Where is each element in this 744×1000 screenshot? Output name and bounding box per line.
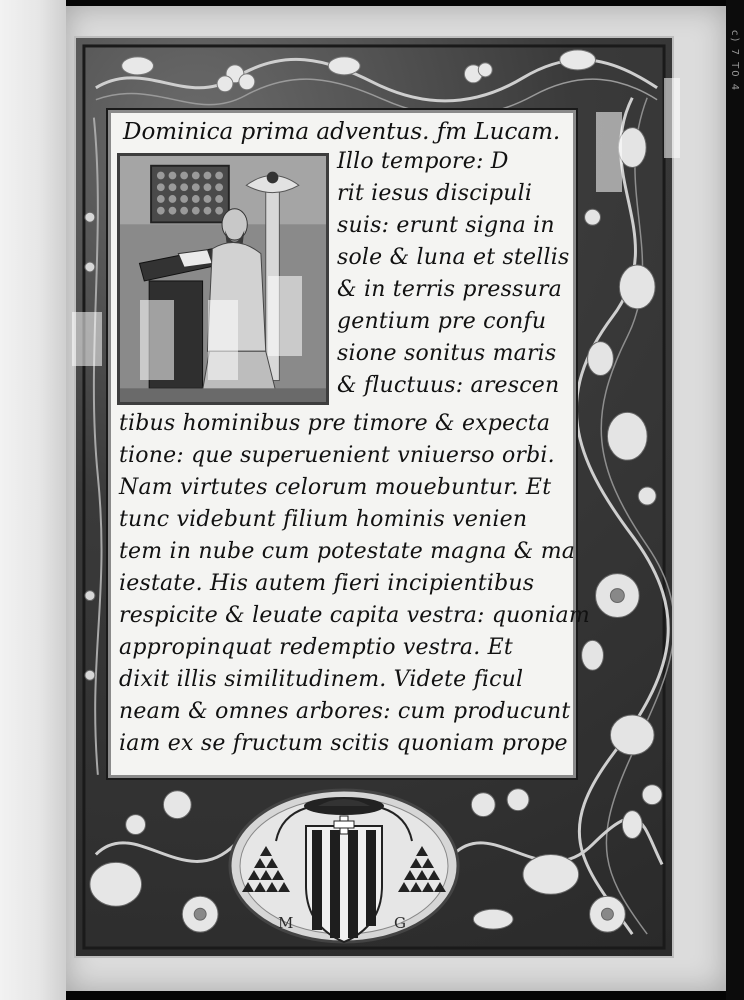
text-line: tem in nube cum potestate magna & ma	[119, 539, 576, 564]
coat-of-arms-icon	[226, 786, 462, 946]
evangelist-miniature	[117, 153, 329, 405]
text-line: appropinquat redemptio vestra. Et	[119, 635, 513, 660]
text-line: & in terris pressura	[337, 277, 562, 302]
right-dark-edge	[726, 0, 744, 1000]
scribe-painting	[120, 156, 326, 402]
text-line: suis: erunt signa in	[337, 213, 555, 238]
text-line: iestate. His autem fieri incipientibus	[119, 571, 535, 596]
text-line: respicite & leuate capita vestra: quoniam	[119, 603, 590, 628]
text-line: neam & omnes arbores: cum producunt	[119, 699, 571, 724]
text-block	[108, 110, 590, 778]
text-line: dixit illis similitudinem. Videte ficul	[119, 667, 524, 692]
text-line: & fluctuus: arescen	[337, 373, 560, 398]
left-margin-strip	[0, 0, 66, 1000]
text-line: sole & luna et stellis	[337, 245, 570, 270]
edge-note: c) 7 T0 4	[729, 30, 740, 93]
text-line: gentium pre confu	[337, 309, 547, 334]
rubric-heading: Dominica prima adventus. ƒm Lucam.	[123, 119, 561, 145]
coat-of-arms-medallion	[226, 786, 462, 946]
initial-left: M	[278, 914, 294, 932]
initial-right: G	[394, 914, 406, 932]
text-line: tibus hominibus pre timore & expecta	[119, 411, 551, 436]
text-line: Illo tempore: D	[337, 149, 509, 174]
text-line: tunc videbunt filium hominis venien	[119, 507, 528, 532]
text-line: tione: que superuenient vniuerso orbi.	[119, 443, 555, 468]
text-line: rit iesus discipuli	[337, 181, 533, 206]
text-line: sione sonitus maris	[337, 341, 557, 366]
text-line: Nam virtutes celorum mouebuntur. Et	[119, 475, 552, 500]
text-line: iam ex se fructum scitis quoniam prope	[119, 731, 568, 756]
